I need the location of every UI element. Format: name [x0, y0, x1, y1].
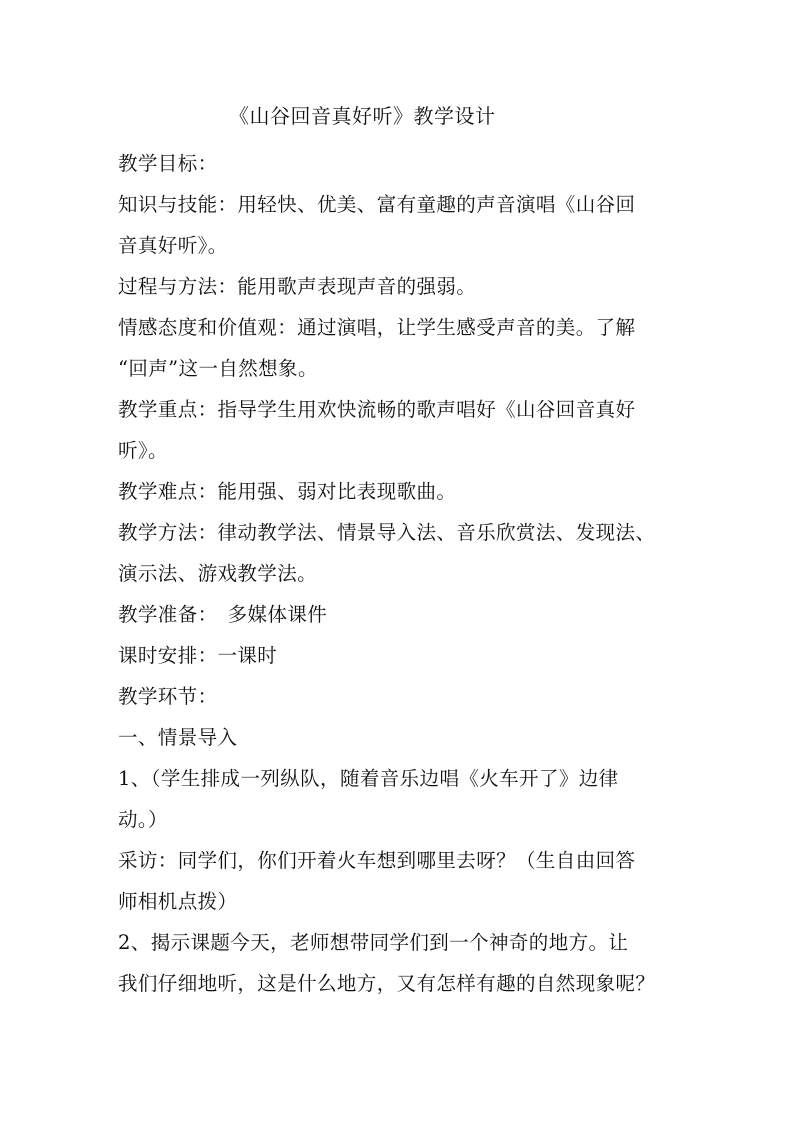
document-title: 《山谷回音真好听》教学设计 [229, 104, 496, 128]
paragraph-line: “回声”这一自然想象。 [118, 357, 318, 380]
section-heading-process: 教学环节： [118, 685, 218, 708]
paragraph-line: 教学方法：律动教学法、情景导入法、音乐欣赏法、发现法、 [118, 521, 656, 544]
paragraph-line: 过程与方法：能用歌声表现声音的强弱。 [118, 275, 477, 298]
paragraph-line: 情感态度和价值观：通过演唱，让学生感受声音的美。了解 [118, 316, 636, 339]
paragraph-line: 音真好听》。 [118, 234, 228, 257]
paragraph-line: 我们仔细地听，这是什么地方，又有怎样有趣的自然现象呢？ [118, 972, 656, 995]
section-heading-objectives: 教学目标： [118, 152, 218, 175]
paragraph-line: 知识与技能：用轻快、优美、富有童趣的声音演唱《山谷回 [118, 193, 636, 216]
paragraph-line: 教学准备： 多媒体课件 [118, 603, 328, 626]
paragraph-line: 听》。 [118, 439, 168, 462]
paragraph-line: 教学重点：指导学生用欢快流畅的歌声唱好《山谷回音真好 [118, 398, 636, 421]
paragraph-line: 演示法、游戏教学法。 [118, 562, 318, 585]
paragraph-line: 采访：同学们，你们开着火车想到哪里去呀？（生自由回答 [118, 849, 636, 872]
paragraph-line: 师相机点拨） [118, 890, 238, 913]
paragraph-line: 1、（学生排成一列纵队，随着音乐边唱《火车开了》边律 [118, 767, 619, 790]
paragraph-line: 2、揭示课题今天，老师想带同学们到一个神奇的地方。让 [118, 931, 629, 954]
paragraph-line: 课时安排：一课时 [118, 644, 278, 667]
paragraph-line: 教学难点：能用强、弱对比表现歌曲。 [118, 480, 457, 503]
paragraph-line: 动。） [118, 808, 168, 831]
document-body [118, 143, 678, 1004]
subsection-heading: 一、情景导入 [118, 726, 238, 749]
